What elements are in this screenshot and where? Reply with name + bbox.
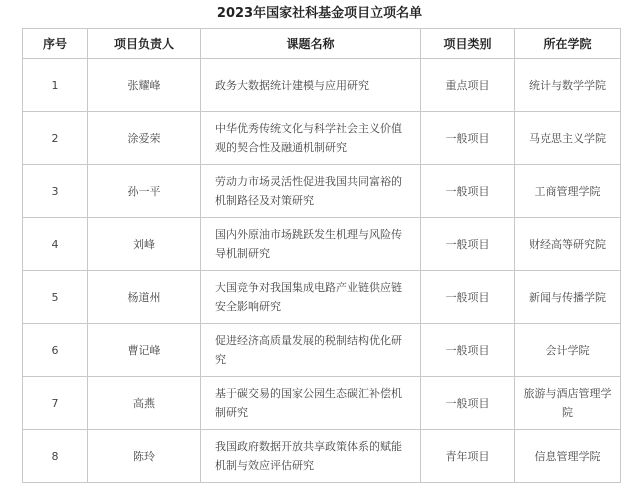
cell-no: 5 bbox=[23, 271, 88, 324]
table-row bbox=[23, 430, 621, 483]
cell-title: 大国竞争对我国集成电路产业链供应链安全影响研究 bbox=[201, 271, 421, 324]
cell-no: 8 bbox=[23, 430, 88, 483]
cell-type: 一般项目 bbox=[421, 271, 515, 324]
cell-leader: 陈玲 bbox=[88, 430, 201, 483]
cell-no: 3 bbox=[23, 165, 88, 218]
cell-no: 6 bbox=[23, 324, 88, 377]
table-row bbox=[23, 271, 621, 324]
cell-type: 一般项目 bbox=[421, 218, 515, 271]
cell-no: 4 bbox=[23, 218, 88, 271]
cell-leader: 涂爱荣 bbox=[88, 112, 201, 165]
cell-type: 重点项目 bbox=[421, 59, 515, 112]
cell-college: 会计学院 bbox=[515, 324, 621, 377]
cell-leader: 刘峰 bbox=[88, 218, 201, 271]
header-no: 序号 bbox=[23, 29, 88, 59]
cell-title: 劳动力市场灵活性促进我国共同富裕的机制路径及对策研究 bbox=[201, 165, 421, 218]
table-header-row bbox=[23, 29, 621, 59]
table-row bbox=[23, 377, 621, 430]
cell-no: 7 bbox=[23, 377, 88, 430]
header-type: 项目类别 bbox=[421, 29, 515, 59]
cell-title: 我国政府数据开放共享政策体系的赋能机制与效应评估研究 bbox=[201, 430, 421, 483]
project-table bbox=[22, 28, 621, 483]
cell-leader: 杨道州 bbox=[88, 271, 201, 324]
cell-leader: 孙一平 bbox=[88, 165, 201, 218]
cell-title: 政务大数据统计建模与应用研究 bbox=[201, 59, 421, 112]
cell-type: 一般项目 bbox=[421, 165, 515, 218]
cell-type: 青年项目 bbox=[421, 430, 515, 483]
cell-leader: 曹记峰 bbox=[88, 324, 201, 377]
cell-title: 国内外原油市场跳跃发生机理与风险传导机制研究 bbox=[201, 218, 421, 271]
header-leader: 项目负责人 bbox=[88, 29, 201, 59]
table-row bbox=[23, 165, 621, 218]
cell-college: 信息管理学院 bbox=[515, 430, 621, 483]
cell-type: 一般项目 bbox=[421, 112, 515, 165]
cell-college: 马克思主义学院 bbox=[515, 112, 621, 165]
page-title: 2023年国家社科基金项目立项名单 bbox=[216, 6, 423, 21]
table-row bbox=[23, 218, 621, 271]
cell-title: 基于碳交易的国家公园生态碳汇补偿机制研究 bbox=[201, 377, 421, 430]
cell-title: 中华优秀传统文化与科学社会主义价值观的契合性及融通机制研究 bbox=[201, 112, 421, 165]
cell-type: 一般项目 bbox=[421, 377, 515, 430]
cell-no: 2 bbox=[23, 112, 88, 165]
cell-college: 工商管理学院 bbox=[515, 165, 621, 218]
table-row bbox=[23, 324, 621, 377]
cell-title: 促进经济高质量发展的税制结构优化研究 bbox=[201, 324, 421, 377]
cell-leader: 张耀峰 bbox=[88, 59, 201, 112]
cell-college: 财经高等研究院 bbox=[515, 218, 621, 271]
cell-college: 旅游与酒店管理学院 bbox=[515, 377, 621, 430]
cell-no: 1 bbox=[23, 59, 88, 112]
cell-leader: 高燕 bbox=[88, 377, 201, 430]
header-title: 课题名称 bbox=[201, 29, 421, 59]
table-row bbox=[23, 112, 621, 165]
table-row bbox=[23, 59, 621, 112]
cell-college: 新闻与传播学院 bbox=[515, 271, 621, 324]
cell-type: 一般项目 bbox=[421, 324, 515, 377]
cell-college: 统计与数学学院 bbox=[515, 59, 621, 112]
header-college: 所在学院 bbox=[515, 29, 621, 59]
